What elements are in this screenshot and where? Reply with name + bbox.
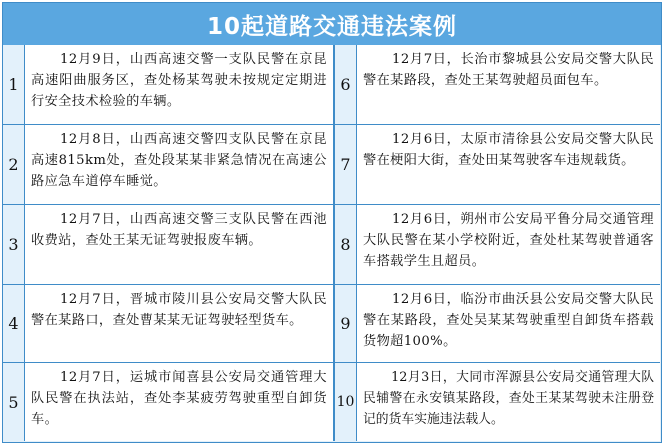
case-row-9: [335, 285, 660, 363]
case-number: 2: [3, 125, 25, 204]
case-row-6: [335, 45, 660, 125]
case-row-5: [3, 363, 333, 441]
case-number: 7: [335, 125, 357, 204]
case-text: 12月7日，晋城市陵川县公安局交警大队民警在某路口，查处曹某某无证驾驶轻型货车。: [25, 285, 333, 362]
case-text: 12月6日，朔州市公安局平鲁分局交通管理大队民警在某小学校附近，查处杜某驾驶普通客车搭载学生且超员。: [357, 205, 660, 284]
case-row-1: [3, 45, 333, 125]
case-text: 12月8日，山西高速交警四支队民警在京昆高速815km处，查处段某某非紧急情况在高速公路应急车道停车睡觉。: [25, 125, 333, 204]
case-row-7: [335, 125, 660, 205]
case-text: 12月3日，大同市浑源县公安局交通管理大队民辅警在永安镇某路段，查处王某某驾驶未注册登记的货车实施违法载人。: [357, 363, 660, 441]
case-row-10: [335, 363, 660, 441]
case-text: 12月9日，山西高速交警一支队民警在京昆高速阳曲服务区，查处杨某驾驶未按规定定期进行安全技术检验的车辆。: [25, 45, 333, 124]
case-text: 12月7日，运城市闻喜县公安局交通管理大队民警在执法站，查处李某疲劳驾驶重型自卸货车。: [25, 363, 333, 441]
case-number: 10: [335, 363, 357, 441]
case-number: 6: [335, 45, 357, 124]
case-row-3: [3, 205, 333, 285]
case-text: 12月6日，太原市清徐县公安局交警大队民警在梗阳大街，查处田某驾驶客车违规载货。: [357, 125, 660, 204]
case-text: 12月7日，山西高速交警三支队民警在西池收费站，查处王某无证驾驶报废车辆。: [25, 205, 333, 284]
case-number: 5: [3, 363, 25, 441]
case-row-2: [3, 125, 333, 205]
cases-grid: [3, 45, 661, 441]
case-number: 9: [335, 285, 357, 362]
cases-panel: [2, 2, 662, 443]
case-number: 1: [3, 45, 25, 124]
case-text: 12月7日，长治市黎城县公安局交警大队民警在某路段，查处王某驾驶超员面包车。: [357, 45, 660, 124]
case-text: 12月6日，临汾市曲沃县公安局交警大队民警在某路段，查处吴某某驾驶重型自卸货车搭载货物超100%。: [357, 285, 660, 362]
case-number: 4: [3, 285, 25, 362]
page-title: 10起道路交通违法案例: [3, 3, 661, 45]
case-number: 8: [335, 205, 357, 284]
case-number: 3: [3, 205, 25, 284]
case-row-4: [3, 285, 333, 363]
case-row-8: [335, 205, 660, 285]
